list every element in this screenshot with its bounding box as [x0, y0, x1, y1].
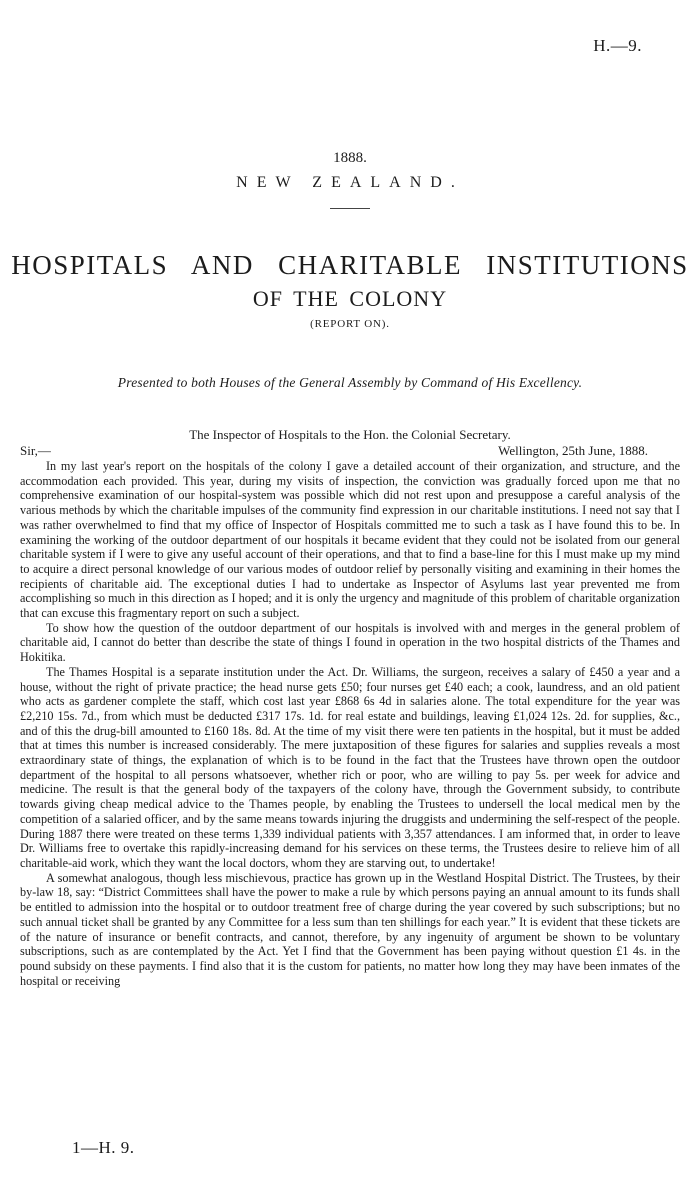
paragraph: To show how the question of the outdoor department of our hospitals is involved with and merges in the general problem of charitable aid, I cannot do better than describe the state of things I found in operation in the two hospital districts of the Thames and Hokitika. — [20, 620, 680, 665]
dateline: Wellington, 25th June, 1888. — [498, 443, 648, 458]
salutation: Sir,— — [20, 443, 51, 458]
letter-body — [20, 459, 680, 988]
document-title-line2: OF THE COLONY — [252, 286, 448, 311]
letter-heading: The Inspector of Hospitals to the Hon. the Colonial Secretary. — [189, 427, 511, 442]
paragraph: A somewhat analogous, though less mischievous, practice has grown up in the Westland Hospital District. The Trustees, by their by-law 18, say: “District Committees shall have the power to make a rule by which persons paying an annual amount to its funds shall be entitled to admission into the hospital or to outdoor treatment free of charge during the year covered by such subscriptions; but no such annual ticket shall be granted by any Committee for a less sum than ten shillings for each year.” It is evident that these tickets are of the nature of insurance or benefit contracts, and cannot, therefore, by any ingenuity of argument be shown to be voluntary subscriptions, such as are contemplated by the Act. Yet I find that the Government has been paying without question £1 4s. in the pound subsidy on these payments. I find also that it is the custom for patients, no matter how long they may have been inmates of the hospital or receiving — [20, 870, 680, 988]
page-signature: 1—H. 9. — [72, 1138, 135, 1157]
paragraph: The Thames Hospital is a separate institution under the Act. Dr. Williams, the surgeon, receives a salary of £450 a year and a house, without the right of private practice; the head nurse gets £50; four nurses get £40 each; a cook, laundress, and an old patient who acts as gardener complete the staff, which cost last year £868 6s 4d in salaries alone. The total expenditure for the year was £2,210 15s. 7d., from which must be deducted £317 17s. 1d. for real estate and buildings, leaving £1,024 12s. 2d. for supplies, &c., and of this the drug-bill amounted to £160 18s. 8d. At the time of my visit there were ten patients in the hospital, but it must be added that at times this number is increased considerably. The mere juxtaposition of these figures for salaries and supplies reveals a most extraordinary state of things, the explanation of which is to be found in the fact that the Trustees have thrown open the outdoor department of the hospital to all persons whatsoever, whether rich or poor, who are willing to pay 5s. per week for advice and medicine. The result is that the general body of the taxpayers of the colony have, through the Government subsidy, to contribute towards giving cheap medical advice to the Thames people, by enabling the Trustees to undersell the local medical men by the competition of a salaried officer, and by the same means towards injuring the druggists and undermining the self-respect of the people. During 1887 there were treated on these terms 1,339 individual patients with 3,357 attendances. I am informed that, in order to leave Dr. Williams free to overtake this rapidly-increasing demand for his services on these terms, the Trustees desire to relieve him of all charitable-aid work, which they want the local doctors, whom they are starving out, to undertake! — [20, 664, 680, 870]
country-heading: NEW ZEALAND. — [236, 174, 464, 191]
divider — [330, 208, 370, 209]
document-title: HOSPITALS AND CHARITABLE INSTITUTIONS — [11, 250, 689, 280]
year-heading: 1888. — [333, 150, 367, 166]
paragraph: In my last year's report on the hospitals of the colony I gave a detailed account of their organization, and structure, and the accommodation each provided. This year, during my visits of inspection, the conviction was gradually forced upon me that no comprehensive examination of our hospital-system was possible which did not rest upon and presuppose a careful analysis of the various methods by which the charitable impulses of the community find expression in our charitable institutions. I need not say that I was rather overwhelmed to find that my office of Inspector of Hospitals committed me to such a task as I have found this to be. In examining the working of the outdoor department of our hospitals it became evident that they could not be isolated from our general charitable system if I were to give any useful account of their operations, and that to find a base-line for this I must make up my mind to acquire a direct personal knowledge of our various modes of outdoor relief by personally visiting and examining in their homes the recipients of charitable aid. The exceptional duties I had to undertake as Inspector of Asylums last year prevented me from accomplishing so much in this direction as I hoped; and it is only the urgency and magnitude of this problem of charitable organization that can excuse this fragmentary report on such a subject. — [20, 459, 680, 621]
document-subtitle: (REPORT ON). — [310, 318, 390, 330]
page-reference: H.—9. — [593, 36, 642, 55]
presented-note: Presented to both Houses of the General Assembly by Command of His Excellency. — [117, 375, 583, 390]
